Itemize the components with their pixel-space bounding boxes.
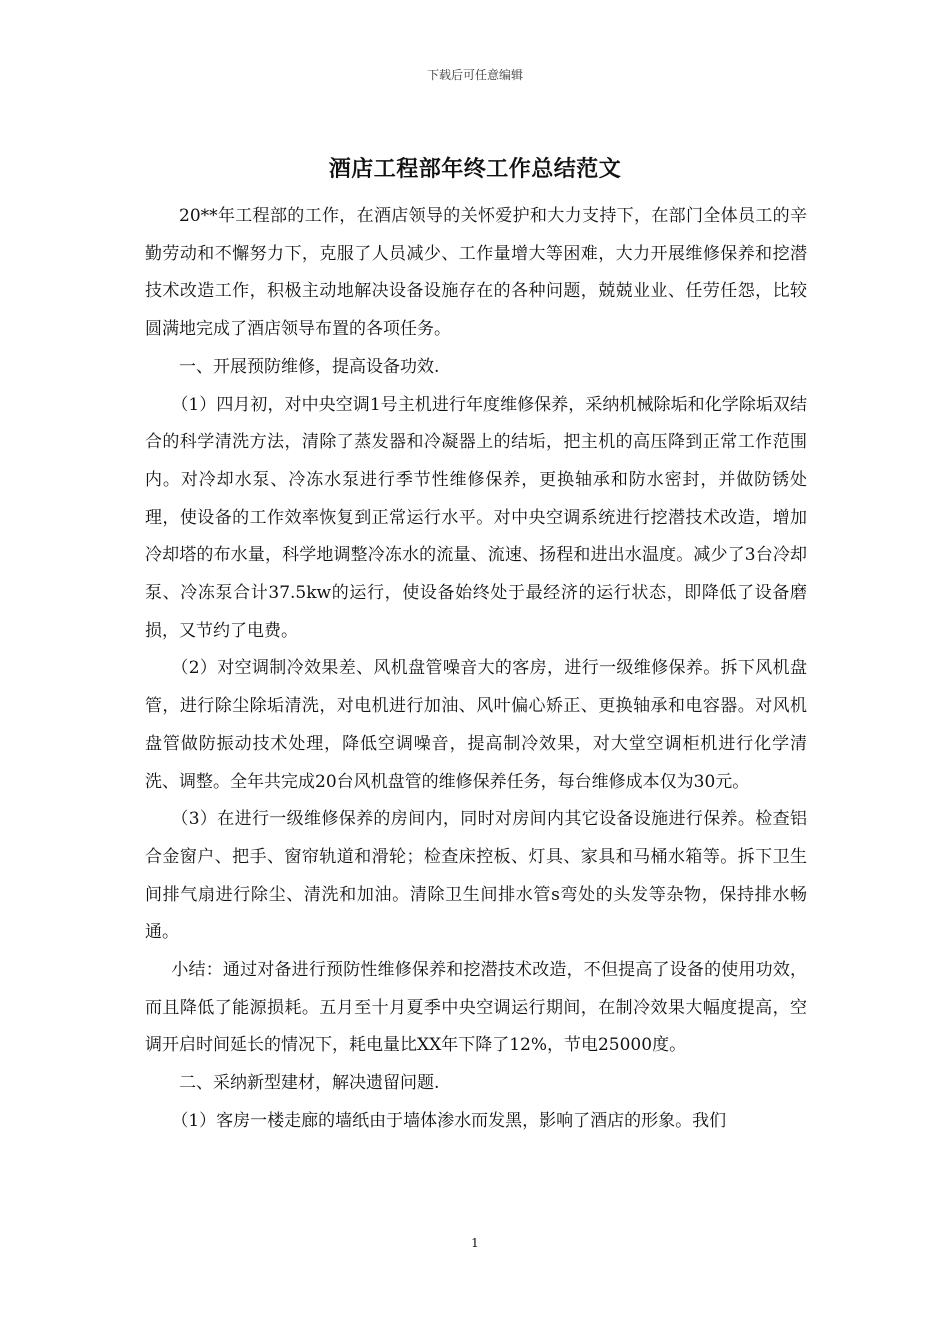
document-title: 酒店工程部年终工作总结范文 [328, 156, 622, 182]
section-heading-1: 一、开展预防维修，提高设备功效. [179, 356, 440, 377]
page-header: 下载后可任意编辑 [426, 68, 523, 82]
paragraph-item-1: （1）四月初，对中央空调1号主机进行年度维修保养，采纳机械除垢和化学除垢双结合的科学清洗方法，清除了蒸发器和冷凝器上的结垢，把主机的高压降到正常工作范围内。对冷却水泵、冷冻水泵进行季节性维修保养，更换轴承和防水密封，并做防锈处理，使设备的工作效率恢复到正常运行水平。对中央空调系统进行挖潜技术改造，增加冷却塔的布水量，科学地调整冷冻水的流量、流速、扬程和进出水温度。减少了3台冷却泵、冷冻泵合计37.5kw的运行，使设备始终处于最经济的运行状态，即降低了设备磨损，又节约了电费。 [145, 394, 807, 641]
document-body [145, 198, 807, 1141]
paragraph-summary: 小结：通过对备进行预防性维修保养和挖潜技术改造，不但提高了设备的使用功效，而且降低了能源损耗。五月至十月夏季中央空调运行期间，在制冷效果大幅度提高，空调开启时间延长的情况下，耗电量比XX年下降了12%，节电25000度。 [145, 960, 807, 1056]
paragraph-intro: 20**年工程部的工作，在酒店领导的关怀爱护和大力支持下，在部门全体员工的辛勤劳动和不懈努力下，克服了人员减少、工作量增大等困难，大力开展维修保养和挖潜技术改造工作，积极主动地解决设备设施存在的各种问题，兢兢业业、任劳任怨，比较圆满地完成了酒店领导布置的各项任务。 [145, 206, 807, 340]
page-number: 1 [471, 1236, 479, 1250]
paragraph-item-2: （2）对空调制冷效果差、风机盘管噪音大的客房，进行一级维修保养。拆下风机盘管，进行除尘除垢清洗，对电机进行加油、风叶偏心矫正、更换轴承和电容器。对风机盘管做防振动技术处理，降低空调噪音，提高制冷效果，对大堂空调柜机进行化学清洗、调整。全年共完成20台风机盘管的维修保养任务，每台维修成本仅为30元。 [145, 658, 807, 792]
paragraph-item-4: （1）客房一楼走廊的墙纸由于墙体渗水而发黑，影响了酒店的形象。我们 [171, 1110, 727, 1131]
paragraph-item-3: （3）在进行一级维修保养的房间内，同时对房间内其它设备设施进行保养。检查铝合金窗户、把手、窗帘轨道和滑轮；检查床控板、灯具、家具和马桶水箱等。拆下卫生间排气扇进行除尘、清洗和加油。清除卫生间排水管s弯处的头发等杂物，保持排水畅通。 [145, 809, 807, 943]
section-heading-2: 二、采纳新型建材，解决遗留问题. [179, 1073, 440, 1094]
